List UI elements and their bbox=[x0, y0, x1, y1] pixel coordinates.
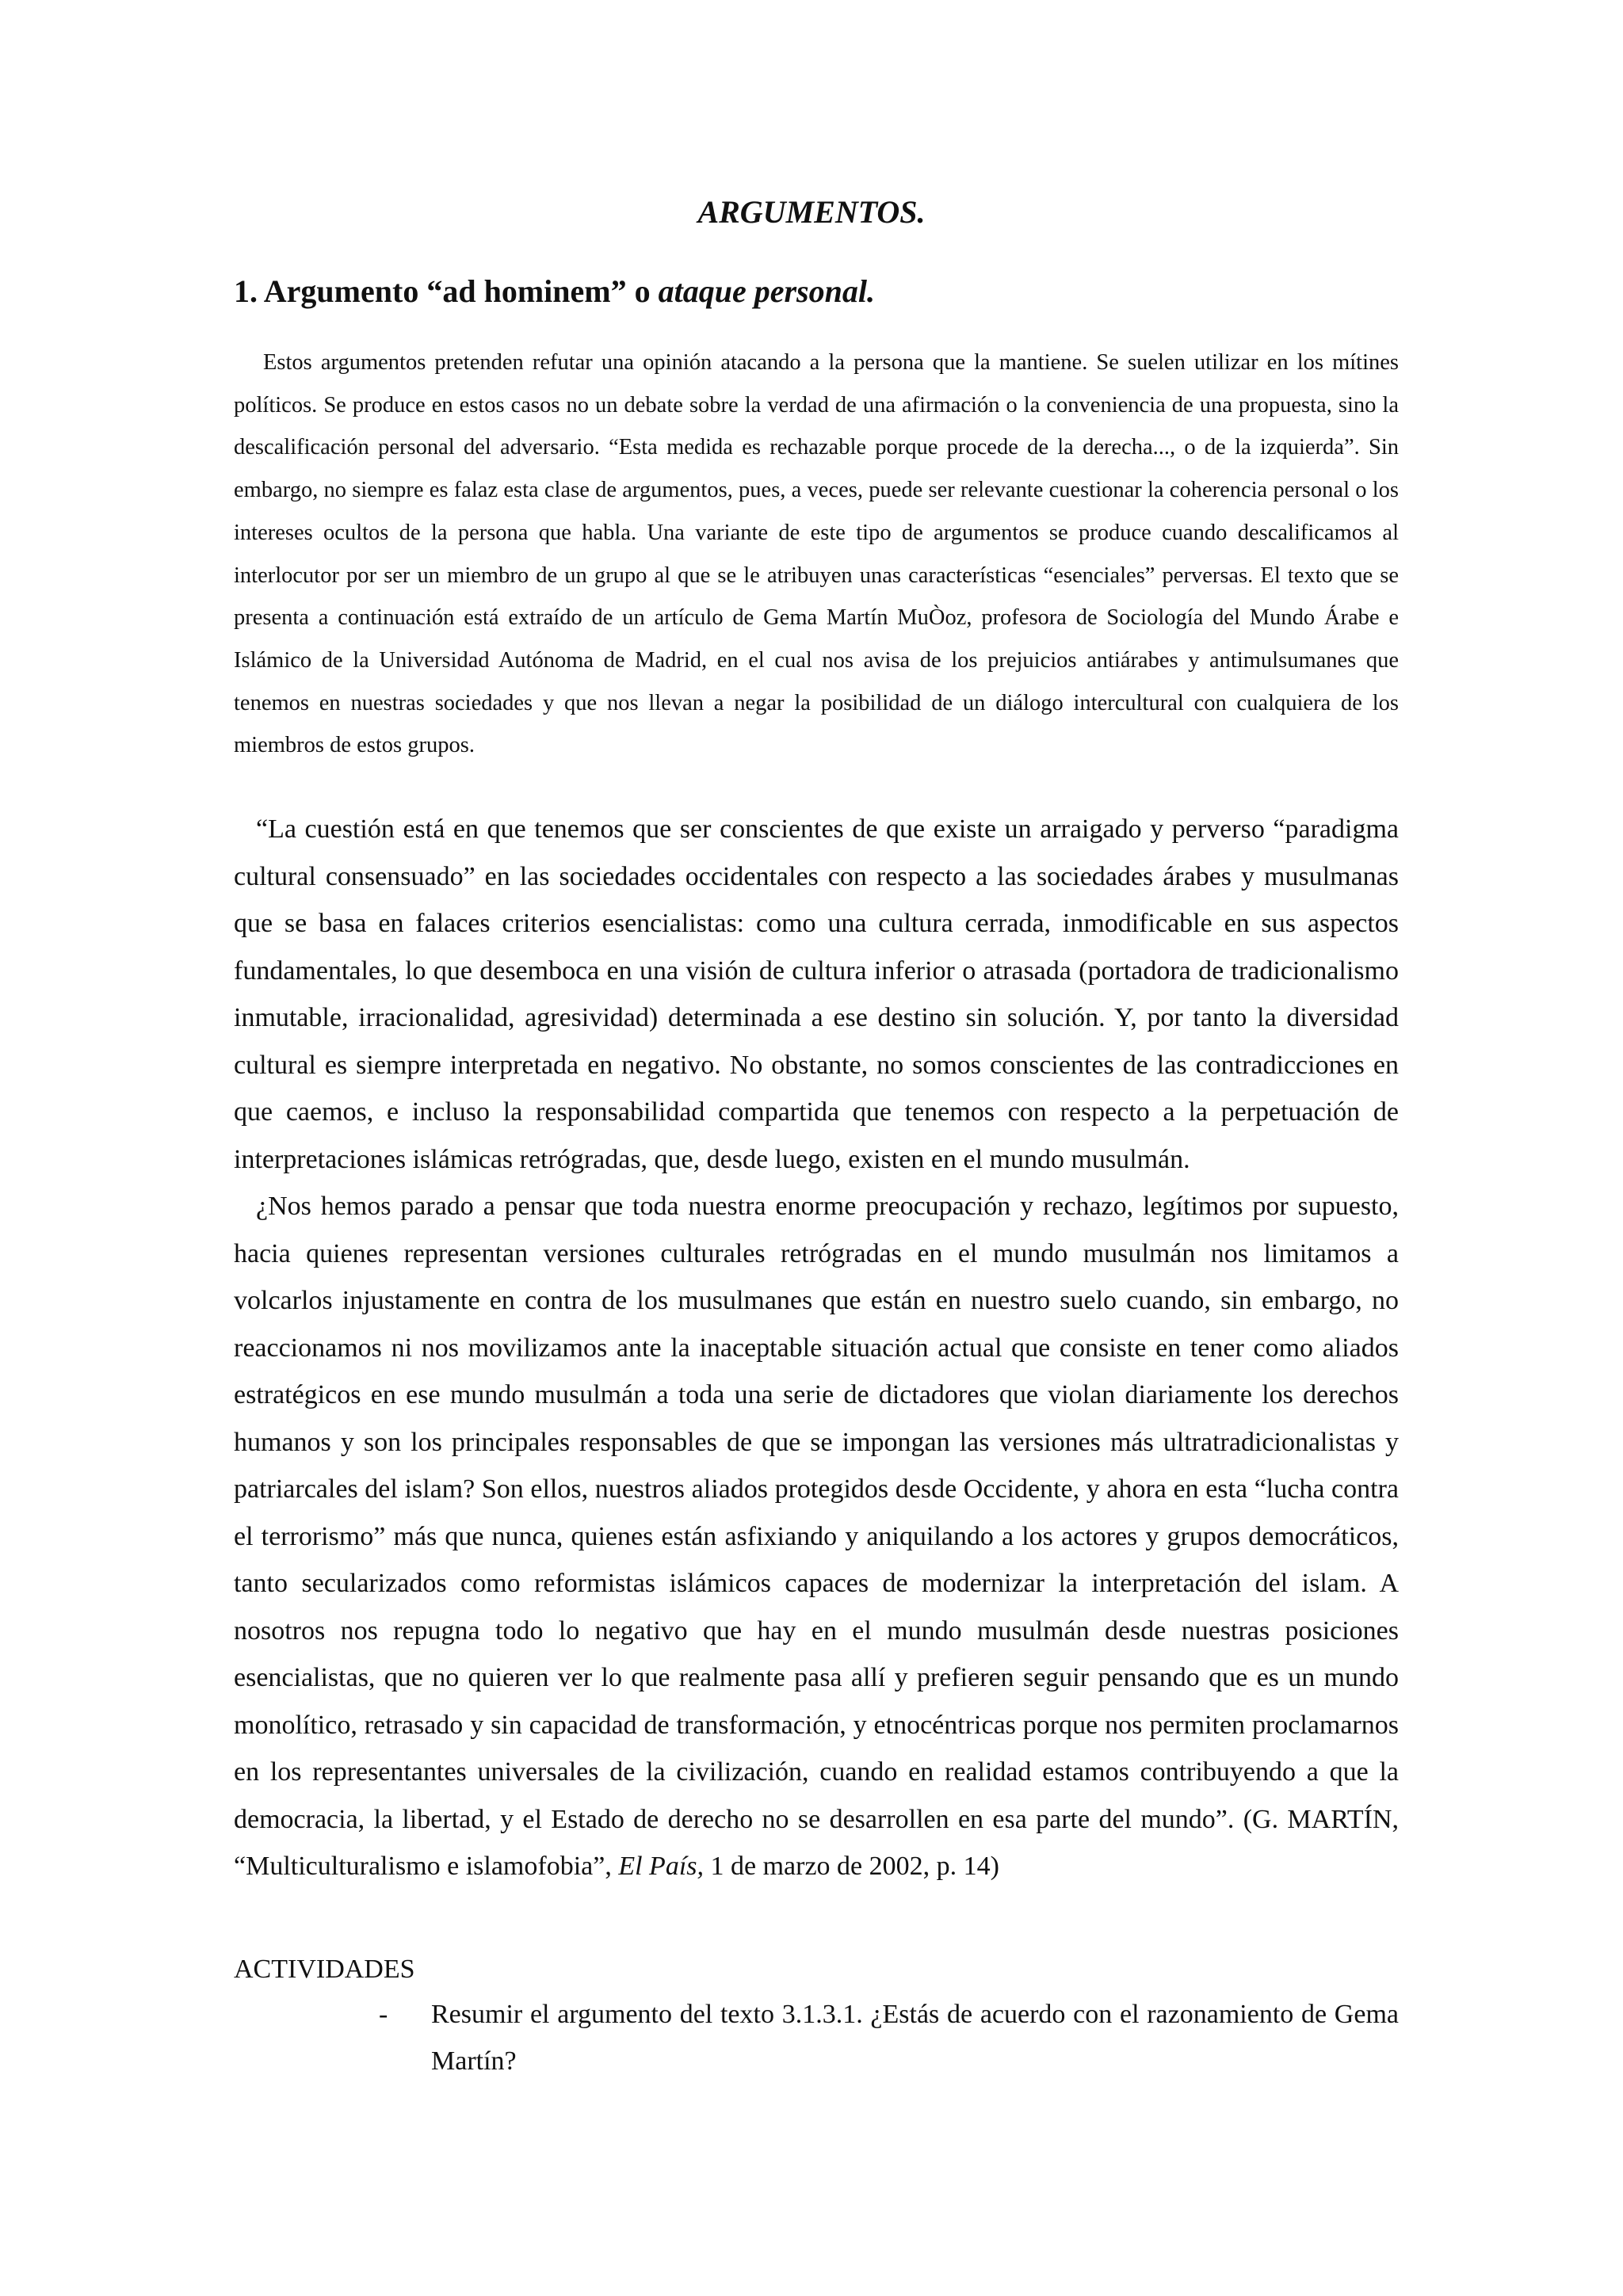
list-bullet: - bbox=[379, 2000, 388, 2029]
section-heading-text: 1. Argumento “ad hominem” o bbox=[234, 273, 659, 309]
intro-paragraph: Estos argumentos pretenden refutar una opinión atacando a la persona que la mantiene. Se suelen utilizar en los mítines políticos. Se produce en estos casos no un debate sobre la verdad de una afirmación o la conveniencia de una propuesta, sino la descalificación personal del adversario. “Esta medida es rechazable porque procede de la derecha..., o de la izquierda”. Sin embargo, no siempre es falaz esta clase de argumentos, pues, a veces, puede ser relevante cuestionar la coherencia personal o los intereses ocultos de la persona que habla. Una variante de este tipo de argumentos se produce cuando descalificamos al interlocutor por ser un miembro de un grupo al que se le atribuyen unas características “esenciales” perversas. El texto que se presenta a continuación está extraído de un artículo de Gema Martín MuÒoz, profesora de Sociología del Mundo Árabe e Islámico de la Universidad Autónoma de Madrid, en el cual nos avisa de los prejuicios antiárabes y antimulsumanes que tenemos en nuestras sociedades y que nos llevan a negar la posibilidad de un diálogo intercultural con cualquiera de los miembros de estos grupos. bbox=[234, 350, 1399, 758]
citation-source: El País, bbox=[618, 1852, 705, 1881]
section-heading-italic: ataque personal. bbox=[658, 273, 875, 309]
quoted-text bbox=[234, 806, 1399, 1890]
quote-paragraph-1: “La cuestión está en que tenemos que ser conscientes de que existe un arraigado y perverso “paradigma cultural consensuado” en las sociedades occidentales con respecto a las sociedades árabes y musulmanas que se basa en falaces criterios esencialistas: como una cultura cerrada, inmodificable en sus aspectos fundamentales, lo que desemboca en una visión de cultura inferior o atrasada (portadora de tradicionalismo inmutable, irracionalidad, agresividad) determinada a ese destino sin solución. Y, por tanto la diversidad cultural es siempre interpretada en negativo. No obstante, no somos conscientes de las contradicciones en que caemos, e incluso la responsabilidad compartida que tenemos con respecto a la perpetuación de interpretaciones islámicas retrógradas, que, desde luego, existen en el mundo musulmán. bbox=[234, 814, 1399, 1174]
section-heading bbox=[234, 269, 875, 314]
citation-date: 1 de marzo de 2002, p. 14) bbox=[704, 1852, 999, 1881]
activities-heading: ACTIVIDADES bbox=[234, 1955, 415, 1984]
document-title: ARGUMENTOS. bbox=[697, 194, 926, 230]
activity-text: Resumir el argumento del texto 3.1.3.1. ¿Estás de acuerdo con el razonamiento de Gema Martín? bbox=[431, 2000, 1399, 2076]
quote-paragraph-2-text: ¿Nos hemos parado a pensar que toda nuestra enorme preocupación y rechazo, legítimos por supuesto, hacia quienes representan versiones culturales retrógradas en el mundo musulmán nos limitamos a volcarlos injustamente en contra de los musulmanes que están en nuestro suelo cuando, sin embargo, no reaccionamos ni nos movilizamos ante la inaceptable situación actual que consiste en tener como aliados estratégicos en ese mundo musulmán a toda una serie de dictadores que violan diariamente los derechos humanos y son los principales responsables de que se impongan las versiones más ultratradicionalistas y patriarcales del islam? Son ellos, nuestros aliados protegidos desde Occidente, y ahora en esta “lucha contra el terrorismo” más que nunca, quienes están asfixiando y aniquilando a los actores y grupos democráticos, tanto secularizados como reformistas islámicos capaces de modernizar la interpretación del islam. A nosotros nos repugna todo lo negativo que hay en el mundo musulmán desde nuestras posiciones esencialistas, que no quieren ver lo que realmente pasa allí y prefieren seguir pensando que es un mundo monolítico, retrasado y sin capacidad de transformación, y etnocéntricas porque nos permiten proclamarnos en los representantes universales de la civilización, cuando en realidad estamos contribuyendo a que la democracia, la libertad, y el Estado de derecho no se desarrollen en esa parte del mundo”. (G. MARTÍN, “Multiculturalismo e islamofobia”, bbox=[234, 1192, 1399, 1881]
quote-paragraph-2 bbox=[234, 1183, 1399, 1890]
